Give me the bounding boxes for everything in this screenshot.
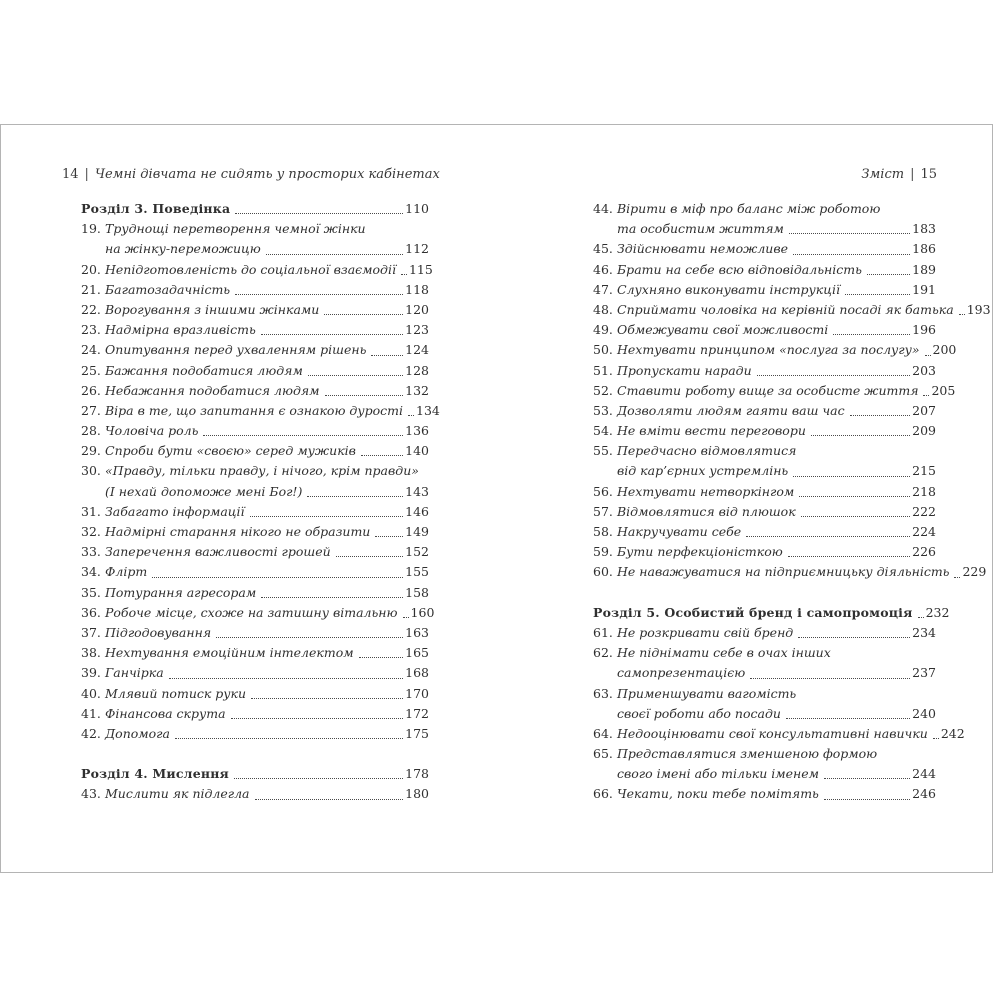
entry-title: Не піднімати себе в очах інших (617, 645, 831, 661)
dot-leader (266, 254, 403, 255)
toc-entry-line (593, 704, 936, 724)
entry-number: 35. (81, 584, 101, 600)
entry-page-number: 232 (925, 604, 950, 620)
dot-leader (307, 496, 403, 497)
toc-entry-line (81, 684, 429, 704)
toc-entry-line (81, 461, 429, 481)
toc-entry-line (81, 441, 429, 461)
entry-page-number: 140 (405, 443, 429, 459)
entry-title: від кар’єрних устремлінь (617, 463, 789, 479)
entry-number: 34. (81, 564, 101, 580)
toc-entry-line (81, 219, 429, 239)
entry-number: 54. (593, 423, 613, 439)
dot-leader (793, 476, 910, 477)
toc-entry-line (593, 361, 936, 381)
entry-number: 39. (81, 665, 101, 681)
dot-leader (798, 637, 910, 638)
toc-entry-line (81, 542, 429, 562)
entry-number: 61. (593, 624, 613, 640)
entry-title: Робоче місце, схоже на затишну вітальню (105, 604, 398, 620)
toc-entry-line (81, 421, 429, 441)
toc-entry-line (593, 280, 936, 300)
entry-title: Фінансова скрута (105, 705, 226, 721)
entry-page-number: 134 (416, 402, 440, 418)
dot-leader (746, 536, 910, 537)
entry-page-number: 200 (932, 342, 957, 358)
dot-leader (255, 799, 404, 800)
toc-entry-line (81, 623, 429, 643)
entry-title: Накручувати себе (617, 524, 742, 539)
entry-page-number: 118 (405, 281, 429, 297)
dot-leader (235, 213, 403, 214)
dot-leader (359, 657, 404, 658)
right-page-number: 15 (920, 167, 937, 182)
entry-page-number: 143 (405, 483, 429, 499)
dot-leader (867, 274, 910, 275)
entry-page-number: 123 (405, 322, 429, 338)
entry-number: 27. (81, 402, 101, 418)
chapter-title: Розділ 5. Особистий бренд і самопромоція (593, 604, 913, 620)
dot-leader (231, 718, 404, 719)
entry-title: Спроби бути «своєю» серед мужиків (105, 443, 356, 459)
entry-title: Ганчірка (105, 665, 164, 681)
entry-title: Надмірні старання нікого не образити (105, 524, 371, 539)
entry-page-number: 170 (405, 685, 429, 701)
toc-column-right (593, 199, 991, 805)
entry-title: Опитування перед ухваленням рішень (105, 342, 367, 358)
dot-leader (261, 334, 403, 335)
toc-entry-line (81, 502, 429, 522)
toc-entry-line (593, 199, 936, 219)
entry-page-number: 246 (912, 786, 936, 802)
dot-leader (845, 294, 910, 295)
entry-title: Надмірна вразливість (105, 322, 256, 338)
entry-page-number: 180 (405, 786, 429, 802)
toc-entry-line (593, 401, 936, 421)
entry-page-number: 224 (912, 524, 936, 539)
entry-title: Мислити як підлегла (105, 786, 250, 802)
dot-leader (261, 597, 403, 598)
entry-title: Забагато інформації (105, 503, 245, 519)
toc-entry-line (593, 562, 987, 582)
entry-number: 40. (81, 685, 101, 701)
toc-entry-line (593, 623, 936, 643)
entry-page-number: 168 (405, 665, 429, 681)
dot-leader (954, 577, 960, 578)
toc-entry-line (593, 784, 936, 804)
entry-title: та особистим життям (617, 221, 784, 237)
entry-number: 24. (81, 342, 101, 358)
left-header-separator: | (84, 167, 89, 182)
dot-leader (235, 294, 403, 295)
entry-title: Не наважуватися на підприємницьку діяльність (617, 564, 950, 580)
dot-leader (325, 395, 404, 396)
dot-leader (152, 577, 403, 578)
toc-entry-line (81, 643, 429, 663)
dot-leader (925, 355, 931, 356)
entry-page-number: 158 (405, 584, 429, 600)
dot-leader (750, 678, 910, 679)
left-running-header (62, 167, 440, 182)
entry-page-number: 183 (912, 221, 936, 237)
entry-number: 50. (593, 342, 613, 358)
dot-leader (361, 455, 403, 456)
entry-page-number: 149 (405, 524, 429, 539)
dot-leader (959, 314, 965, 315)
entry-number: 32. (81, 524, 101, 539)
entry-page-number: 128 (405, 362, 429, 378)
entry-title: «Правду, тільки правду, і нічого, крім правди» (105, 463, 419, 479)
entry-title: Представлятися зменшеною формою (617, 746, 878, 762)
entry-number: 58. (593, 524, 613, 539)
toc-entry-line (81, 361, 429, 381)
entry-title: Чоловіча роль (105, 423, 199, 439)
chapter-title: Розділ 3. Поведінка (81, 201, 231, 216)
entry-title: Недооцінювати свої консультативні навички (617, 725, 928, 741)
toc-chapter-line (81, 199, 429, 219)
entry-title: Флірт (105, 564, 148, 580)
entry-title: Нехтування емоційним інтелектом (105, 645, 354, 661)
entry-number: 26. (81, 382, 101, 398)
entry-page-number: 160 (410, 604, 435, 620)
dot-leader (918, 617, 924, 618)
entry-page-number: 178 (405, 766, 429, 782)
entry-title: своєї роботи або посади (617, 705, 781, 721)
entry-title: Бути перфекціоністкою (617, 544, 783, 560)
entry-number: 66. (593, 786, 613, 802)
entry-page-number: 132 (405, 382, 429, 398)
toc-entry-line (593, 381, 956, 401)
entry-number: 52. (593, 382, 613, 398)
entry-page-number: 209 (912, 423, 936, 439)
entry-page-number: 196 (912, 322, 936, 338)
entry-number: 65. (593, 746, 613, 762)
entry-page-number: 242 (940, 725, 965, 741)
entry-number: 20. (81, 261, 101, 277)
toc-entry-line (81, 724, 429, 744)
entry-title: Слухняно виконувати інструкції (617, 281, 840, 297)
entry-number: 36. (81, 604, 101, 620)
dot-leader (203, 435, 403, 436)
dot-leader (850, 415, 911, 416)
dot-leader (371, 355, 403, 356)
dot-leader (793, 254, 910, 255)
toc-entry-line (81, 562, 429, 582)
right-running-header (861, 167, 937, 182)
entry-number: 41. (81, 705, 101, 721)
toc-entry-line (593, 764, 936, 784)
toc-entry-line (81, 300, 429, 320)
toc-entry-line (81, 280, 429, 300)
entry-page-number: 207 (912, 402, 936, 418)
entry-page-number: 155 (405, 564, 429, 580)
dot-leader (169, 678, 403, 679)
dot-leader (234, 778, 403, 779)
toc-entry-line (81, 260, 433, 280)
dot-leader (923, 395, 929, 396)
dot-leader (375, 536, 403, 537)
entry-title: Пропускати наради (617, 362, 752, 378)
entry-number: 31. (81, 503, 101, 519)
toc-entry-line (593, 441, 936, 461)
entry-page-number: 215 (912, 463, 936, 479)
entry-number: 55. (593, 443, 613, 459)
entry-title: Обмежувати свої можливості (617, 322, 829, 338)
entry-title: Ставити роботу вище за особисте життя (617, 382, 919, 398)
entry-page-number: 136 (405, 423, 429, 439)
dot-leader (824, 799, 910, 800)
entry-title: Нехтувати принципом «послуга за послугу» (617, 342, 920, 358)
entry-page-number: 191 (912, 281, 936, 297)
toc-entry-line (81, 320, 429, 340)
entry-title: (І нехай допоможе мені Бог!) (105, 483, 303, 499)
entry-title: самопрезентацією (617, 665, 746, 681)
dot-leader (789, 233, 910, 234)
toc-entry-line (593, 300, 991, 320)
entry-number: 19. (81, 221, 101, 237)
entry-title: Передчасно відмовлятися (617, 443, 797, 459)
toc-entry-line (593, 643, 936, 663)
dot-leader (408, 415, 414, 416)
entry-page-number: 163 (405, 624, 429, 640)
entry-page-number: 218 (912, 483, 936, 499)
left-page-number: 14 (62, 167, 79, 182)
toc-entry-line (593, 239, 936, 259)
dot-leader (175, 738, 403, 739)
entry-page-number: 152 (405, 544, 429, 560)
entry-title: Вірити в міф про баланс між роботою (617, 201, 881, 216)
entry-title: Багатозадачність (105, 281, 231, 297)
toc-entry-line (81, 663, 429, 683)
right-header-separator: | (910, 167, 915, 182)
toc-entry-line (81, 381, 429, 401)
toc-entry-line (593, 663, 936, 683)
entry-number: 25. (81, 362, 101, 378)
toc-column-left (81, 199, 440, 805)
entry-title: Здійснювати неможливе (617, 241, 789, 257)
entry-title: Підгодовування (105, 624, 212, 640)
entry-number: 48. (593, 301, 613, 317)
entry-page-number: 222 (912, 503, 936, 519)
entry-number: 44. (593, 201, 613, 216)
toc-entry-line (593, 502, 936, 522)
entry-number: 46. (593, 261, 613, 277)
entry-number: 21. (81, 281, 101, 297)
entry-number: 29. (81, 443, 101, 459)
dot-leader (251, 698, 403, 699)
entry-number: 56. (593, 483, 613, 499)
dot-leader (250, 516, 404, 517)
toc-entry-line (593, 260, 936, 280)
entry-number: 30. (81, 463, 101, 479)
dot-leader (324, 314, 403, 315)
entry-page-number: 226 (912, 544, 936, 560)
toc-entry-line (81, 704, 429, 724)
entry-title: свого імені або тільки іменем (617, 766, 820, 782)
toc-entry-line (593, 421, 936, 441)
toc-entry-line (81, 603, 435, 623)
entry-page-number: 110 (405, 201, 429, 216)
entry-title: Млявий потиск руки (105, 685, 247, 701)
toc-entry-line (593, 744, 936, 764)
dot-leader (833, 334, 910, 335)
entry-number: 42. (81, 725, 101, 741)
toc-entry-line (593, 482, 936, 502)
entry-title: Відмовлятися від плюшок (617, 503, 796, 519)
entry-page-number: 193 (966, 301, 991, 317)
entry-number: 63. (593, 685, 613, 701)
entry-title: Потурання агресорам (105, 584, 257, 600)
dot-leader (824, 778, 910, 779)
toc-entry-line (593, 684, 936, 704)
entry-title: Брати на себе всю відповідальність (617, 261, 862, 277)
entry-number: 62. (593, 645, 613, 661)
entry-number: 64. (593, 725, 613, 741)
dot-leader (801, 516, 910, 517)
entry-page-number: 165 (405, 645, 429, 661)
entry-title: Віра в те, що запитання є ознакою дурості (105, 402, 403, 418)
entry-title: Чекати, поки тебе помітять (617, 786, 819, 802)
toc-entry-line (81, 482, 429, 502)
toc-entry-line (593, 542, 936, 562)
entry-page-number: 186 (912, 241, 936, 257)
entry-number: 33. (81, 544, 101, 560)
entry-page-number: 115 (408, 261, 433, 277)
toc-entry-line (81, 340, 429, 360)
toc-entry-line (593, 724, 965, 744)
entry-page-number: 244 (912, 766, 936, 782)
toc-entry-line (593, 340, 957, 360)
entry-number: 49. (593, 322, 613, 338)
entry-number: 23. (81, 322, 101, 338)
dot-leader (799, 496, 910, 497)
entry-page-number: 172 (405, 705, 429, 721)
entry-page-number: 120 (405, 301, 429, 317)
toc-entry-line (81, 401, 440, 421)
entry-number: 47. (593, 281, 613, 297)
entry-number: 60. (593, 564, 613, 580)
dot-leader (308, 375, 403, 376)
toc-entry-line (593, 522, 936, 542)
toc-chapter-line (593, 603, 950, 623)
entry-page-number: 112 (405, 241, 429, 257)
entry-number: 28. (81, 423, 101, 439)
entry-title: Дозволяти людям гаяти ваш час (617, 402, 845, 418)
section-gap (81, 744, 429, 764)
dot-leader (786, 718, 910, 719)
entry-title: Применшувати вагомість (617, 685, 797, 701)
entry-number: 53. (593, 402, 613, 418)
entry-number: 43. (81, 786, 101, 802)
dot-leader (933, 738, 939, 739)
dot-leader (336, 556, 403, 557)
toc-entry-line (593, 461, 936, 481)
left-header-title: Чемні дівчата не сидять у просторих кабінетах (94, 167, 440, 182)
entry-title: Сприймати чоловіка на керівній посаді як батька (617, 301, 954, 317)
entry-title: Не розкривати свій бренд (617, 624, 794, 640)
entry-title: Небажання подобатися людям (105, 382, 320, 398)
toc-chapter-line (81, 764, 429, 784)
entry-number: 51. (593, 362, 613, 378)
dot-leader (403, 617, 409, 618)
entry-title: Непідготовленість до соціальної взаємодії (105, 261, 396, 277)
entry-title: Не вміти вести переговори (617, 423, 806, 439)
toc-entry-line (593, 219, 936, 239)
dot-leader (401, 274, 407, 275)
entry-number: 37. (81, 624, 101, 640)
entry-page-number: 146 (405, 503, 429, 519)
dot-leader (788, 556, 910, 557)
toc-entry-line (81, 583, 429, 603)
entry-page-number: 234 (912, 624, 936, 640)
entry-title: на жінку-переможицю (105, 241, 261, 257)
entry-title: Заперечення важливості грошей (105, 544, 331, 560)
entry-page-number: 124 (405, 342, 429, 358)
dot-leader (216, 637, 403, 638)
toc-entry-line (81, 784, 429, 804)
toc-entry-line (81, 239, 429, 259)
entry-number: 45. (593, 241, 613, 257)
entry-title: Труднощі перетворення чемної жінки (105, 221, 366, 237)
entry-title: Бажання подобатися людям (105, 362, 303, 378)
entry-page-number: 189 (912, 261, 936, 277)
dot-leader (811, 435, 910, 436)
chapter-title: Розділ 4. Мислення (81, 766, 229, 782)
dot-leader (757, 375, 911, 376)
toc-entry-line (593, 320, 936, 340)
entry-page-number: 175 (405, 725, 429, 741)
section-gap (593, 583, 936, 603)
entry-page-number: 203 (912, 362, 936, 378)
entry-page-number: 237 (912, 665, 936, 681)
entry-number: 57. (593, 503, 613, 519)
entry-number: 38. (81, 645, 101, 661)
toc-entry-line (81, 522, 429, 542)
entry-page-number: 240 (912, 705, 936, 721)
entry-page-number: 229 (962, 564, 987, 580)
entry-number: 59. (593, 544, 613, 560)
entry-number: 22. (81, 301, 101, 317)
entry-title: Допомога (105, 725, 170, 741)
entry-page-number: 205 (931, 382, 956, 398)
entry-title: Нехтувати нетворкінгом (617, 483, 795, 499)
entry-title: Ворогування з іншими жінками (105, 301, 320, 317)
right-header-title: Зміст (861, 167, 905, 182)
book-spread-page (0, 124, 993, 873)
